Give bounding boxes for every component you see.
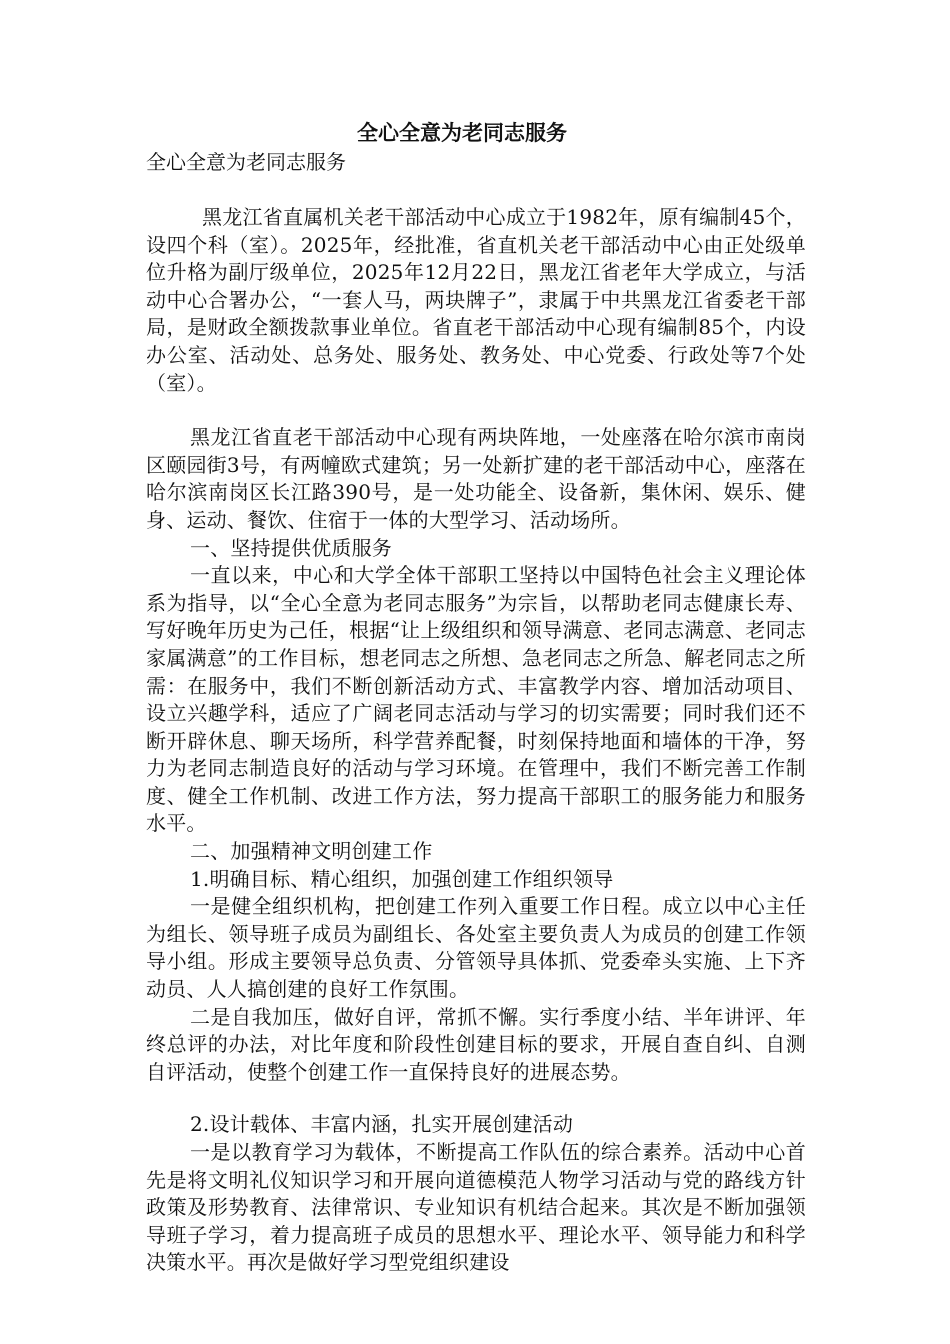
paragraph-service: 一直以来，中心和大学全体干部职工坚持以中国特色社会主义理论体系为指导，以“全心全意为老同志服务”为宗旨，以帮助老同志健康长寿、写好晚年历史为己任，根据“让上级组织和领导满意、老同志满意、老同志家属满意”的工作目标，想老同志之所想、急老同志之所急、解老同志之所需：在服务中，我们不断创新活动方式、丰富教学内容、增加活动项目、设立兴趣学科，适应了广阔老同志活动与学习的切实需要；同时我们还不断开辟休息、聊天场所，科学营养配餐，时刻保持地面和墙体的干净，努力为老同志制造良好的活动与学习环境。在管理中，我们不断完善工作制度、健全工作机制、改进工作方法，努力提高干部职工的服务能力和服务水平。 (146, 563, 806, 836)
paragraph-locations: 黑龙江省直老干部活动中心现有两块阵地，一处座落在哈尔滨市南岗区颐园街3号，有两幢欧式建筑；另一处新扩建的老干部活动中心，座落在哈尔滨南岗区长江路390号，是一处功能全、设备新，集休闲、娱乐、健身、运动、餐饮、住宿于一体的大型学习、活动场所。 (146, 425, 806, 532)
subsection-heading-2: 2.设计载体、丰富内涵，扎实开展创建活动 (190, 1112, 574, 1137)
section-heading-2: 二、加强精神文明创建工作 (190, 839, 433, 864)
paragraph-organization: 一是健全组织机构，把创建工作列入重要工作日程。成立以中心主任为组长、领导班子成员为副组长、各处室主要负责人为成员的创建工作领导小组。形成主要领导总负责、分管领导具体抓、党委牵头实施、上下齐动员、人人搞创建的良好工作氛围。 (146, 894, 806, 1002)
subsection-heading-1: 1.明确目标、精心组织，加强创建工作组织领导 (190, 866, 614, 891)
paragraph-history: 黑龙江省直属机关老干部活动中心成立于1982年，原有编制45个，设四个科（室）。2025年，经批准，省直机关老干部活动中心由正处级单位升格为副厅级单位，2025年12月22日，黑龙江省老年大学成立，与活动中心合署办公，“一套人马，两块牌子”，隶属于中共黑龙江省委老干部局，是财政全额拨款事业单位。省直老干部活动中心现有编制85个，内设办公室、活动处、总务处、服务处、教务处、中心党委、行政处等7个处（室）。 (146, 205, 806, 395)
document-page (146, 118, 806, 1277)
paragraph-self-evaluation: 二是自我加压，做好自评，常抓不懈。实行季度小结、半年讲评、年终总评的办法，对比年度和阶段性创建目标的要求，开展自查自纠、自测自评活动，使整个创建工作一直保持良好的进展态势。 (146, 1004, 806, 1084)
paragraph-education: 一是以教育学习为载体，不断提高工作队伍的综合素养。活动中心首先是将文明礼仪知识学习和开展向道德模范人物学习活动与党的路线方针政策及形势教育、法律常识、专业知识有机结合起来。其次是不断加强领导班子学习，着力提高班子成员的思想水平、理论水平、领导能力和科学决策水平。再次是做好学习型党组织建设 (146, 1140, 806, 1275)
section-heading-1: 一、坚持提供优质服务 (190, 535, 392, 560)
document-title: 全心全意为老同志服务 (357, 120, 567, 145)
document-subtitle: 全心全意为老同志服务 (146, 150, 346, 174)
